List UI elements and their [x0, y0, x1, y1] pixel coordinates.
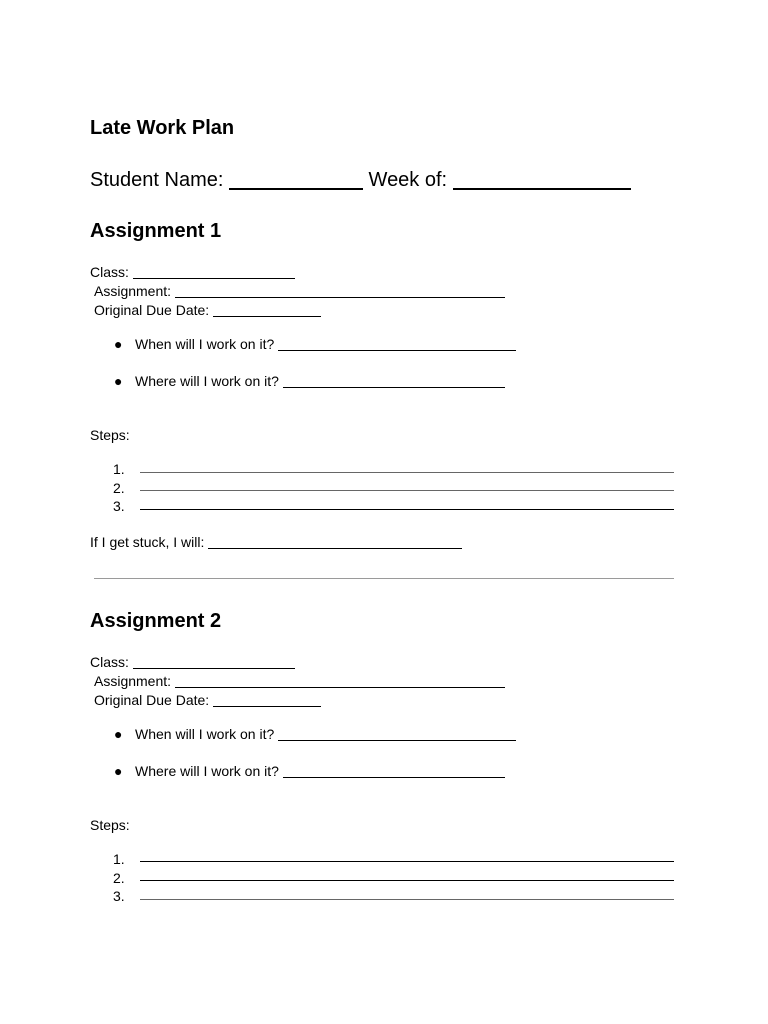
assignment-field	[94, 283, 505, 299]
stuck-label: If I get stuck, I will:	[90, 534, 205, 550]
assignment-1-section	[0, 220, 768, 560]
step-line[interactable]	[140, 899, 674, 900]
class-field	[90, 654, 295, 670]
when-field	[135, 336, 516, 352]
assignment-label: Assignment:	[94, 283, 172, 299]
when-blank[interactable]	[278, 338, 516, 351]
header-line	[90, 168, 631, 192]
due-date-blank[interactable]	[213, 304, 321, 317]
class-blank[interactable]	[133, 656, 295, 669]
where-label: Where will I work on it?	[135, 373, 279, 389]
week-of-blank[interactable]	[453, 168, 631, 190]
bullet-icon: ●	[114, 726, 123, 742]
step-number: 3.	[113, 888, 125, 904]
when-field	[135, 726, 516, 742]
steps-label: Steps:	[90, 427, 130, 443]
stuck-blank[interactable]	[208, 536, 462, 549]
assignment-2-section	[0, 610, 768, 950]
step-number: 1.	[113, 851, 125, 867]
step-number: 1.	[113, 461, 125, 477]
class-field	[90, 264, 295, 280]
when-label: When will I work on it?	[135, 726, 275, 742]
step-number: 2.	[113, 870, 125, 886]
assignment-label: Assignment:	[94, 673, 172, 689]
page-title: Late Work Plan	[90, 117, 235, 139]
where-blank[interactable]	[283, 375, 505, 388]
student-name-label: Student Name:	[90, 169, 224, 191]
where-blank[interactable]	[283, 765, 505, 778]
section-divider	[94, 578, 674, 579]
step-line[interactable]	[140, 861, 674, 862]
where-field	[135, 763, 505, 779]
where-field	[135, 373, 505, 389]
class-label: Class:	[90, 654, 129, 670]
step-number: 3.	[113, 498, 125, 514]
step-line[interactable]	[140, 472, 674, 473]
assignment-blank[interactable]	[175, 675, 505, 688]
where-label: Where will I work on it?	[135, 763, 279, 779]
assignment-heading: Assignment 1	[90, 220, 222, 242]
class-blank[interactable]	[133, 266, 295, 279]
student-name-blank[interactable]	[229, 168, 363, 190]
assignment-blank[interactable]	[175, 285, 505, 298]
step-number: 2.	[113, 480, 125, 496]
class-label: Class:	[90, 264, 129, 280]
assignment-heading: Assignment 2	[90, 610, 222, 632]
when-label: When will I work on it?	[135, 336, 275, 352]
bullet-icon: ●	[114, 373, 123, 389]
assignment-field	[94, 673, 505, 689]
bullet-icon: ●	[114, 336, 123, 352]
when-blank[interactable]	[278, 728, 516, 741]
week-of-label: Week of:	[368, 169, 448, 191]
step-line[interactable]	[140, 880, 674, 881]
step-line[interactable]	[140, 490, 674, 491]
due-date-field	[94, 302, 321, 318]
due-date-blank[interactable]	[213, 694, 321, 707]
steps-label: Steps:	[90, 817, 130, 833]
due-date-label: Original Due Date:	[94, 692, 210, 708]
stuck-field	[90, 534, 462, 550]
due-date-field	[94, 692, 321, 708]
step-line[interactable]	[140, 509, 674, 510]
due-date-label: Original Due Date:	[94, 302, 210, 318]
bullet-icon: ●	[114, 763, 123, 779]
